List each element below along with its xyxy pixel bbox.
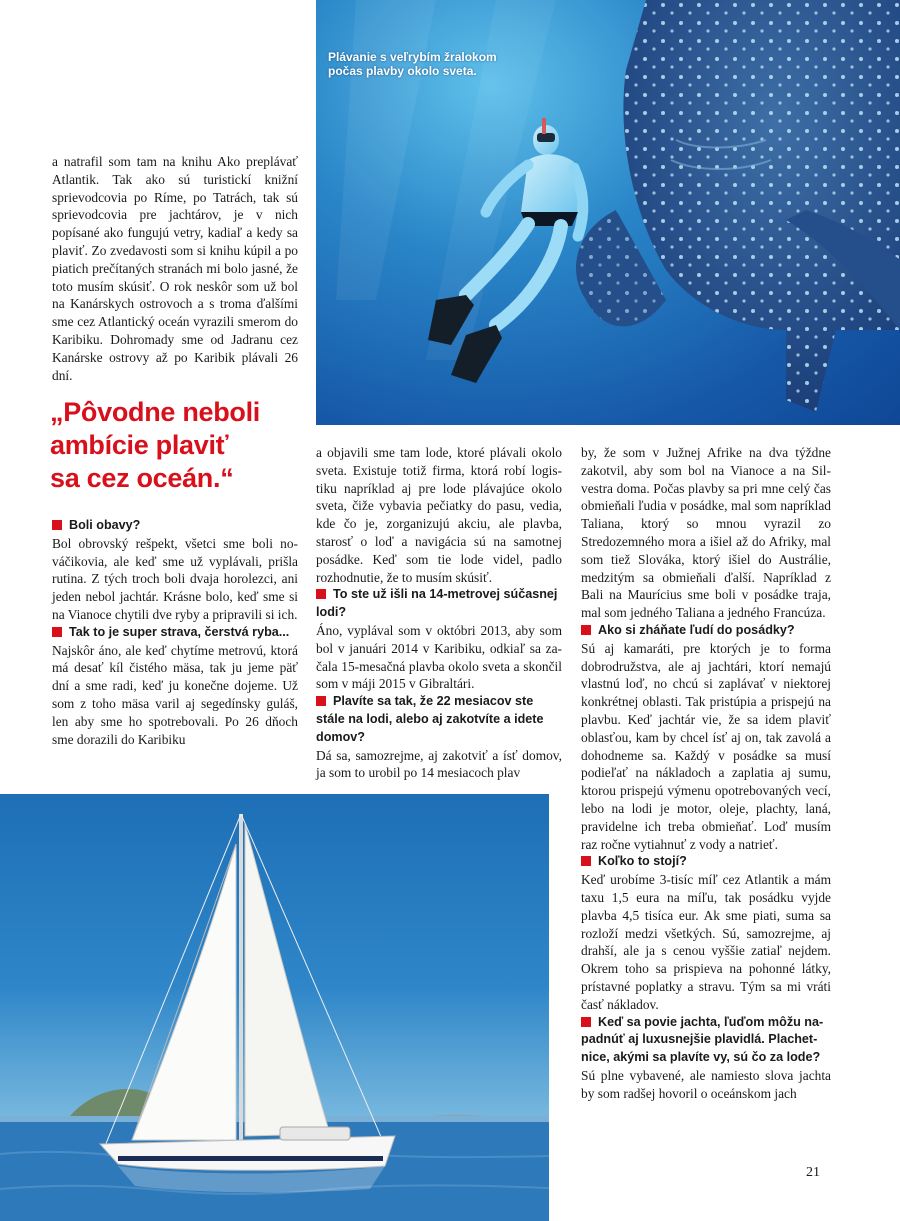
question-heading	[581, 1014, 831, 1067]
sailboat-illustration	[0, 794, 549, 1221]
paragraph: a natrafil som tam na knihu Ako preplávať Atlantik. Tak ako sú turistickí knižní sprievodcovia po Ríme, po Tatrách, tak sú sprievodcovia pre jachtárov, je v nich popísané ako fungujú vetry, kadiaľ a kedy sa plaviť. Zo zvedavosti som si knihu kúpil a po piatich prečítaných stranách mi bolo jasné, že toto musím skúsiť. O rok neskôr som už bol na Kanárskych ostrovoch a s troma ďalšími sme cez Atlantický oceán vyrazili smerom do Karibiku. Dohromady sme od Jadranu cez Kanárske ostrovy až po Karibik plávali 26 dní.	[52, 154, 298, 383]
answer-paragraph: Sú aj kamaráti, pre ktorých je to forma dobrodružstva, ale aj jachtári, ktorí nemajú vlastnú loď, no chcú si zaplávať v niektorej konkrétnej oblasti. Tak pristúpia a prispejú na plavbu. Keď jachtár vie, že sa idem plaviť oblasťou, kam by chcel ísť aj on, tak zavolá a dohodneme sa. Každý v posádke sa musí podieľať na nákladoch a zaplatia aj sumu, ktorou prispejú výmenu opotrebovaných vecí, lebo na lodi je motor, oleje, plachty, laná, pravidelne ich treba obmieňať. Loď musím raz ročne vytiahnuť z vody a natrieť.	[581, 640, 831, 852]
square-bullet-icon	[581, 856, 591, 866]
answer-paragraph: Sú plne vybavené, ale namiesto slova jachta by som radšej hovoril o oceánskom jach	[581, 1067, 831, 1101]
square-bullet-icon	[52, 627, 62, 637]
square-bullet-icon	[581, 1017, 591, 1027]
answer-paragraph: Dá sa, samozrejme, aj zakotviť a ísť domov, ja som to urobil po 14 mesiacoch plav	[316, 747, 562, 781]
question-heading	[316, 693, 562, 746]
photo-caption	[328, 50, 497, 78]
photo-caption-line-1: Plávanie s veľrybím žralokom	[328, 50, 497, 64]
column-1-intro	[52, 153, 298, 384]
column-3	[581, 444, 831, 1102]
question-text: Ako si zháňate ľudí do posádky?	[598, 622, 795, 637]
question-heading	[581, 853, 831, 871]
answer-paragraph: Najskôr áno, ale keď chytíme metrovú, ktorá má desať kíl čistého mäsa, tak ju jeme päť dní a sme radi, keď ju konečne dojeme. Už som z toho mäsa varil aj segedínsky guláš, len aby sme ho spotrebovali. Po 26 dňoch sme dorazili do Karibiku	[52, 642, 298, 747]
question-heading	[581, 622, 831, 640]
question-text: Tak to je super strava, čerstvá ryba...	[69, 624, 290, 639]
paragraph: by, že som v Južnej Afrike na dva týždne zakotvil, aby som bol na Vianoce a na Silvestra doma. Počas plavby sa pri mne celý čas obmieňali ľudia v posádke, mal som napríklad Taliana, ktorý so mnou vyrazil zo Stredozemného mora a išiel až do Afriky, mal som tiež Slováka, ktorý išiel do Austrálie, medzitým sa obmieňali ďalší. Napríklad z Bali na Maurícius sme boli v posádke traja, mal som jedného Taliana a jedného Francúza.	[581, 445, 831, 621]
pull-quote-line-2: ambície plaviť	[50, 430, 229, 460]
answer-paragraph: Bol obrovský rešpekt, všetci sme boli nováčikovia, ale keď sme už vyplávali, prišla rutina. Z tých troch boli dvaja horolezci, ani jeden nebol jachtár. Krásne bolo, keď sme si na Vianoce chytili dve ryby a pripravili si ich.	[52, 535, 298, 622]
square-bullet-icon	[316, 589, 326, 599]
pull-quote	[50, 396, 310, 495]
question-text: Keď sa povie jachta, ľuďom môžu napadnúť aj luxusnejšie plavidlá. Plachetnice, akými sa plavíte vy, sú čo za lode?	[581, 1014, 824, 1065]
sailboat-photo	[0, 794, 549, 1221]
pull-quote-line-3: sa cez oceán.“	[50, 463, 234, 493]
square-bullet-icon	[52, 520, 62, 530]
question-text: To ste už išli na 14-metrovej súčasnej lodi?	[316, 587, 558, 620]
question-heading	[316, 586, 562, 622]
question-heading	[52, 624, 298, 642]
question-text: Boli obavy?	[69, 518, 141, 532]
paragraph: a objavili sme tam lode, ktoré plávali okolo sveta. Existuje totiž firma, ktorá robí logistiku napríklad aj pre lode plávajúce okolo sveta, čiže vybavia pečiatky do pasu, vedia, kde čo je, zorganizujú akciu, ale plavba, starosť o loď a navigácia sú na samotnej posádke. Keď som tie lode videl, padlo rozhodnutie, že to musím skúsiť.	[316, 445, 562, 585]
answer-paragraph: Keď urobíme 3-tisíc míľ cez Atlantik a mám taxu 1,5 eura na míľu, tak posádku vyjde plavba 4,5 tisíca eur. Ak sme piati, suma sa rozloží medzi všetkých. Sú, samozrejme, aj drahší, ale ja s cenou vyššie zatiaľ nejdem. Okrem toho sa prispieva na pohonné látky, prístavné poplatky a stravu. Tým sa mi vráti časť nákladov.	[581, 872, 831, 1012]
question-text: Koľko to stojí?	[598, 854, 687, 869]
pull-quote-line-1: „Pôvodne neboli	[50, 397, 261, 427]
square-bullet-icon	[581, 625, 591, 635]
answer-paragraph: Áno, vyplával som v októbri 2013, aby som bol v januári 2014 v Karibiku, odkiaľ sa začala 15-mesačná plavba okolo sveta a skončil som v máji 2015 v Gibraltári.	[316, 622, 562, 692]
square-bullet-icon	[316, 696, 326, 706]
question-heading	[52, 517, 298, 535]
whale-shark-photo	[316, 0, 900, 425]
column-1-interview	[52, 517, 298, 748]
page-number: 21	[806, 1165, 820, 1180]
photo-caption-line-2: počas plavby okolo sveta.	[328, 64, 477, 78]
question-text: Plavíte sa tak, že 22 mesiacov ste stále na lodi, alebo aj zakotvíte a idete domov?	[316, 694, 544, 744]
column-2	[316, 444, 562, 782]
